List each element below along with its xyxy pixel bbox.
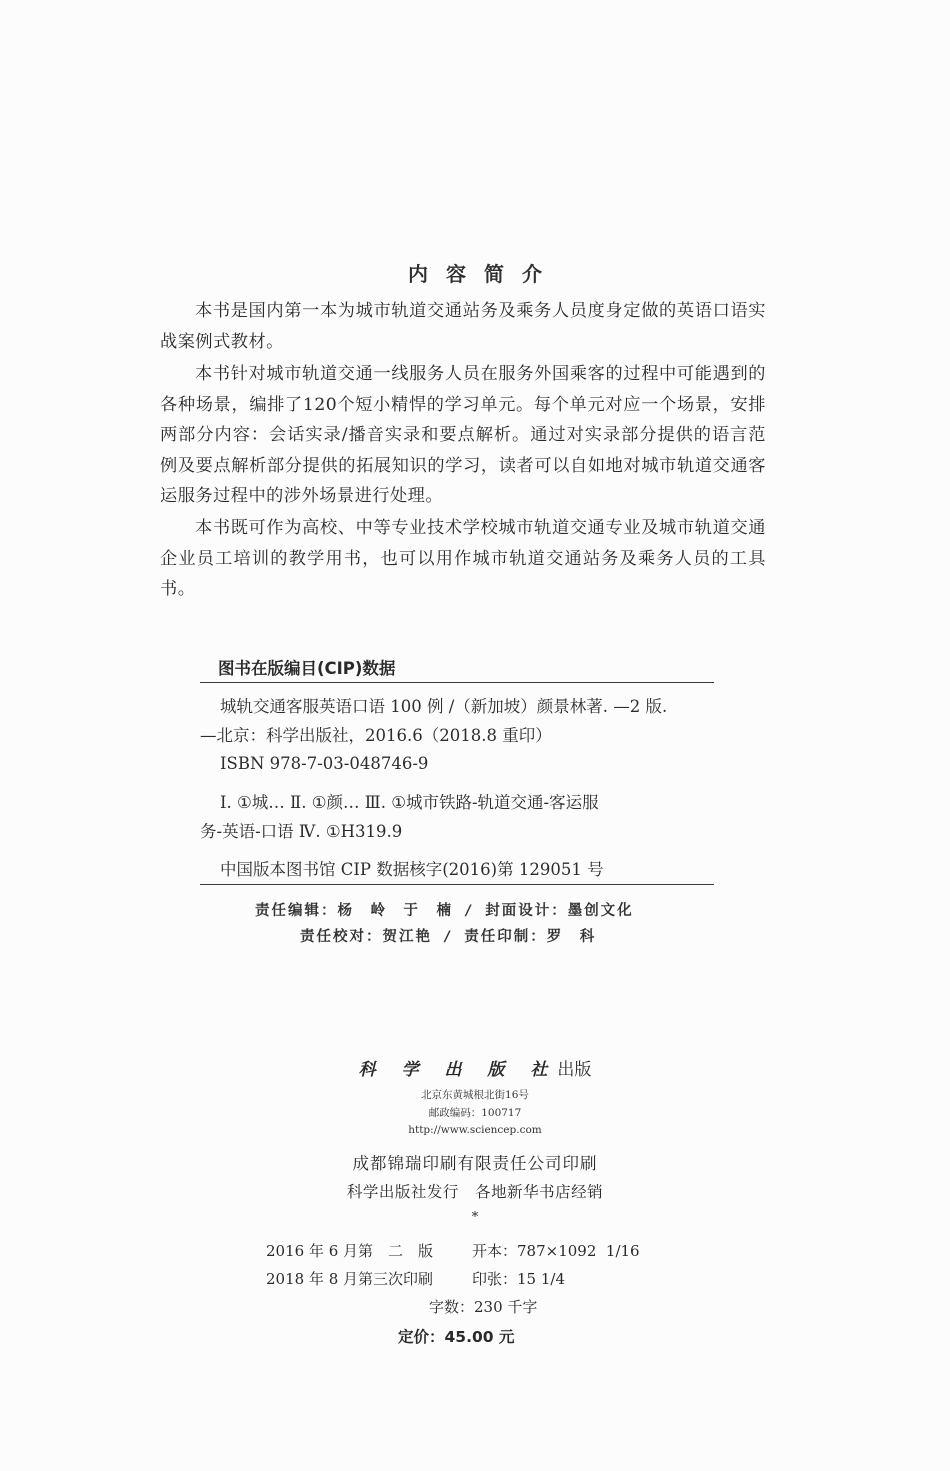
sheets-info: 印张：15 1/4: [472, 1270, 565, 1288]
summary-paragraph-3: 本书既可作为高校、中等专业技术学校城市轨道交通专业及城市轨道交通企业员工培训的教学用书，也可以用作城市轨道交通站务及乘务人员的工具书。: [160, 518, 766, 599]
format-info: 开本：787×1092 1/16: [472, 1242, 640, 1260]
publisher-url: http://www.sciencep.com: [408, 1124, 542, 1136]
publisher-logo: 科 学 出 版 社: [358, 1060, 558, 1080]
publisher-suffix: 出版: [557, 1060, 592, 1080]
cip-line-isbn: ISBN 978-7-03-048746-9: [220, 754, 429, 773]
edition-info: 2016 年 6 月第 二 版: [266, 1242, 434, 1260]
cip-line-publisher: —北京：科学出版社，2016.6（2018.8 重印）: [200, 726, 552, 745]
printing-info: 2018 年 8 月第三次印刷: [266, 1270, 434, 1288]
credits-proofreading: 责任校对：贺江艳 / 责任印制：罗 科: [300, 929, 597, 945]
distribution-info: 科学出版社发行 各地新华书店经销: [346, 1183, 604, 1201]
cip-top-rule: [200, 682, 714, 683]
publisher-line: [0, 1055, 950, 1080]
price: 定价：45.00 元: [398, 1328, 515, 1346]
summary-paragraph-2: 本书针对城市轨道交通一线服务人员在服务外国乘客的过程中可能遇到的各种场景，编排了120个短小精悍的学习单元。每个单元对应一个场景，安排两部分内容：会话实录/播音实录和要点解析。通过对实录部分提供的语言范例及要点解析部分提供的拓展知识的学习，读者可以自如地对城市轨道交通客运服务过程中的涉外场景进行处理。: [160, 364, 766, 506]
cip-line-record-number: 中国版本图书馆 CIP 数据核字(2016)第 129051 号: [220, 860, 604, 879]
publisher-address: 北京东黄城根北街16号: [421, 1089, 529, 1101]
word-count: 字数：230 千字: [429, 1298, 538, 1316]
credits-editors: 责任编辑：杨 岭 于 楠 / 封面设计：墨创文化: [255, 903, 634, 919]
cip-line-subject: Ⅰ. ①城… Ⅱ. ①颜… Ⅲ. ①城市铁路-轨道交通-客运服: [220, 793, 599, 812]
summary-title: 内容简介: [408, 262, 560, 286]
printer-info: 成都锦瑞印刷有限责任公司印刷: [352, 1154, 598, 1173]
cip-title: 图书在版编目(CIP)数据: [218, 659, 396, 678]
publisher-postcode: 邮政编码：100717: [428, 1107, 522, 1119]
summary-paragraph-1: 本书是国内第一本为城市轨道交通站务及乘务人员度身定做的英语口语实战案例式教材。: [160, 301, 766, 352]
separator-asterisk: *: [471, 1210, 479, 1225]
cip-bottom-rule: [200, 884, 714, 885]
cip-line-title-author: 城轨交通客服英语口语 100 例 /（新加坡）颜景林著. —2 版.: [220, 697, 668, 716]
cip-line-subject-cont: 务-英语-口语 Ⅳ. ①H319.9: [200, 822, 403, 841]
